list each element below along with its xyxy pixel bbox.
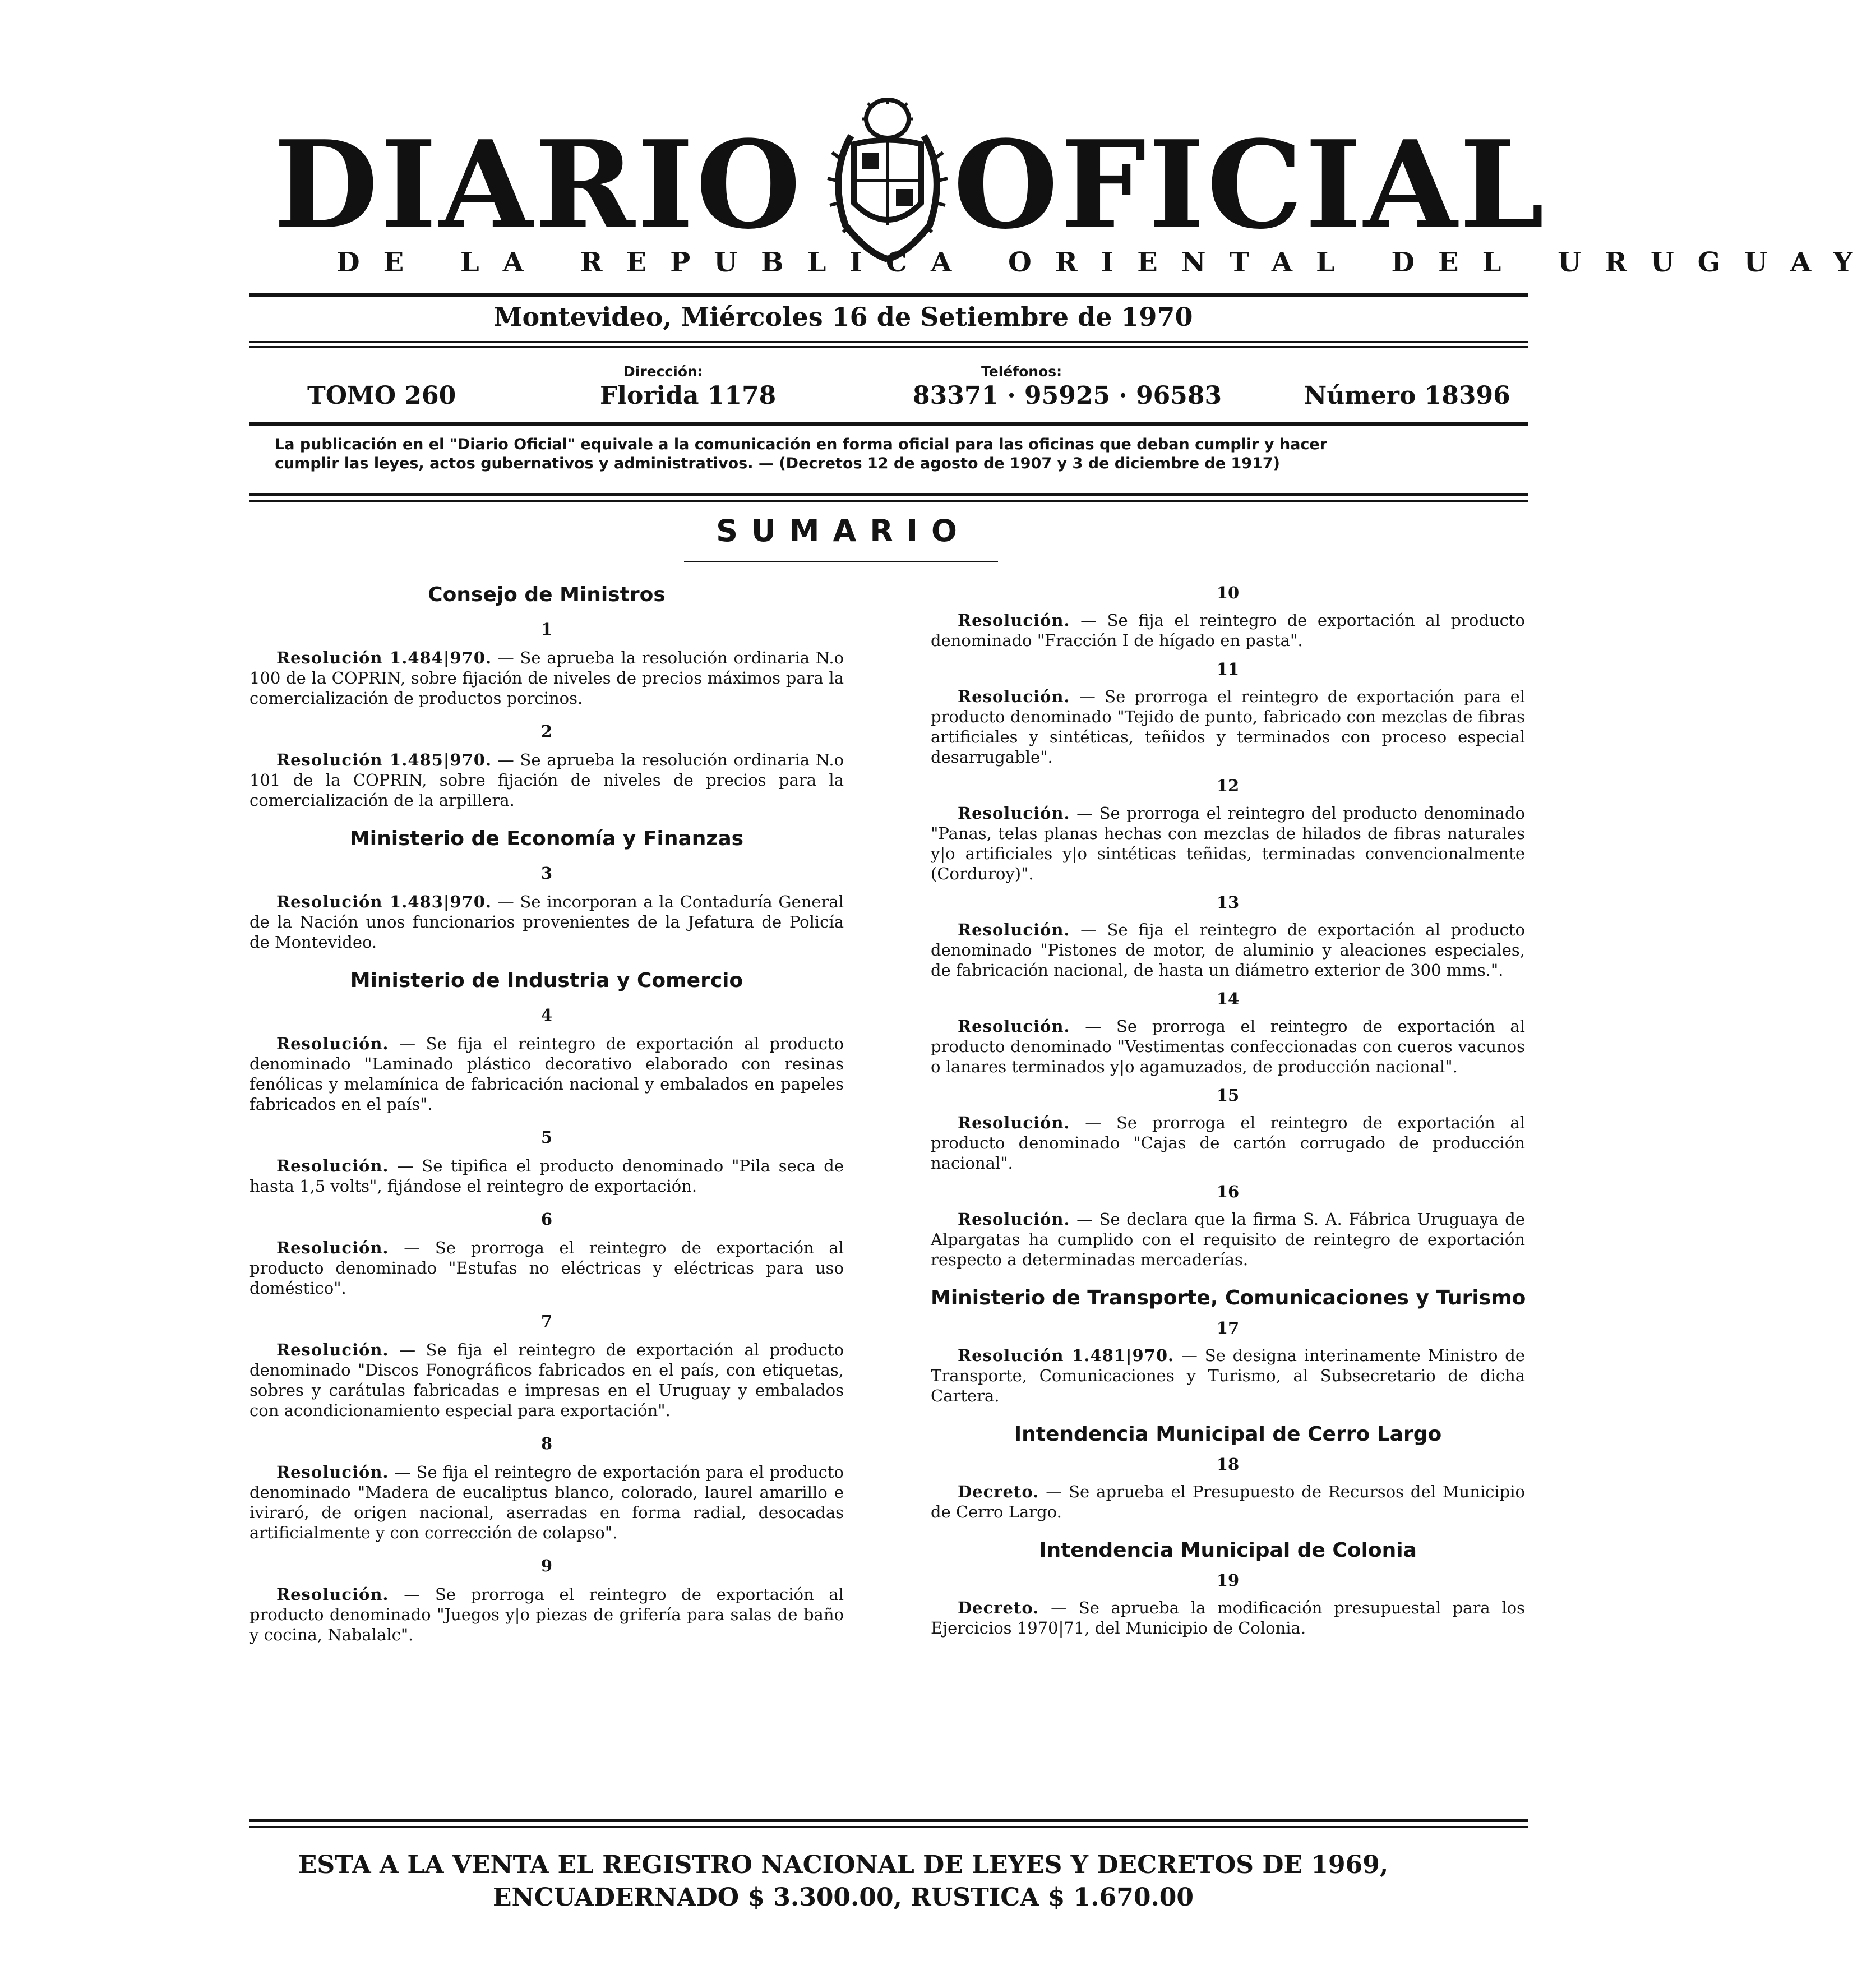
item-number: 9 bbox=[540, 1556, 553, 1575]
section-heading: Consejo de Ministros bbox=[428, 583, 666, 606]
section-heading: Intendencia Municipal de Colonia bbox=[1039, 1539, 1417, 1562]
coat-of-arms-icon bbox=[823, 96, 952, 265]
sumario-entry bbox=[931, 1598, 1525, 1638]
entry-text: — Se aprueba el Presupuesto de Recursos del Municipio de Cerro Largo. bbox=[931, 1482, 1525, 1521]
sumario-entry bbox=[931, 803, 1525, 884]
dateline: Montevideo, Miércoles 16 de Setiembre de 1970 bbox=[493, 302, 1193, 332]
entry-text: — Se tipifica el producto denominado "Pila seca de hasta 1,5 volts", fijándose el reintegro de exportación. bbox=[249, 1156, 844, 1196]
rule-footer-2 bbox=[249, 1826, 1528, 1828]
sumario-entry bbox=[249, 1584, 844, 1645]
sumario-title: SUMARIO bbox=[716, 513, 971, 548]
sumario-left-column bbox=[249, 583, 844, 1645]
sumario-right-column bbox=[931, 583, 1525, 1638]
item-number: 7 bbox=[540, 1312, 553, 1331]
sumario-entry bbox=[931, 920, 1525, 980]
item-number: 17 bbox=[1216, 1318, 1240, 1337]
section-heading: Ministerio de Transporte, Comunicaciones y Turismo bbox=[931, 1286, 1526, 1309]
masthead-subtitle: DE LA REPUBLICA ORIENTAL DEL URUGUAY bbox=[336, 247, 1876, 278]
entry-lead: Decreto. bbox=[958, 1482, 1039, 1501]
numero: Número 18396 bbox=[1304, 381, 1510, 410]
sumario-entry bbox=[931, 1482, 1525, 1522]
entry-text: — Se fija el reintegro de exportación al producto denominado "Pistones de motor, de aluminio y aleaciones especiales, de fabricación nacional, de hasta un diámetro exterior de 300 mms.". bbox=[931, 920, 1525, 980]
entry-lead: Resolución. bbox=[958, 611, 1070, 630]
section-heading: Intendencia Municipal de Cerro Largo bbox=[1014, 1423, 1442, 1446]
sumario-entry bbox=[249, 750, 844, 810]
entry-lead: Resolución. bbox=[276, 1585, 389, 1604]
entry-lead: Resolución 1.485|970. bbox=[276, 750, 492, 769]
telefonos-label: Teléfonos: bbox=[981, 363, 1062, 380]
sumario-entry bbox=[249, 892, 844, 952]
entry-text: — Se aprueba la resolución ordinaria N.o 101 de la COPRIN, sobre fijación de niveles de precios para la comercialización de la arpillera. bbox=[249, 750, 844, 810]
tomo: TOMO 260 bbox=[307, 381, 456, 410]
entry-lead: Resolución. bbox=[958, 804, 1070, 823]
item-number: 10 bbox=[1216, 583, 1240, 602]
sumario-entry bbox=[931, 610, 1525, 651]
entry-lead: Resolución. bbox=[958, 920, 1070, 939]
footer-line-2: ENCUADERNADO $ 3.300.00, RUSTICA $ 1.670.00 bbox=[492, 1883, 1194, 1912]
entry-lead: Resolución. bbox=[276, 1034, 389, 1053]
entry-text: — Se incorporan a la Contaduría General de la Nación unos funcionarios provenientes de la Jefatura de Policía de Montevideo. bbox=[249, 892, 844, 952]
entry-text: — Se fija el reintegro de exportación al producto denominado "Discos Fonográficos fabricados en el país, con etiquetas, sobres y carátulas fabricadas e impresas en el Uruguay y embalados con acondicionamiento especial para exportación". bbox=[249, 1340, 844, 1420]
sumario-entry bbox=[931, 686, 1525, 767]
entry-text: — Se fija el reintegro de exportación para el producto denominado "Madera de eucaliptus blanco, colorado, laurel amarillo e iviraró, de origen nacional, aserradas en forma radial, desocadas artificialmente y con corrección de colapso". bbox=[249, 1463, 844, 1542]
entry-text: — Se prorroga el reintegro de exportación al producto denominado "Juegos y|o piezas de grifería para salas de baño y cocina, Nabalalc". bbox=[249, 1585, 844, 1644]
entry-text: — Se fija el reintegro de exportación al producto denominado "Fracción I de hígado en pasta". bbox=[931, 611, 1525, 650]
entry-text: — Se aprueba la resolución ordinaria N.o 100 de la COPRIN, sobre fijación de niveles de precios máximos para la comercialización de productos porcinos. bbox=[249, 648, 844, 708]
entry-lead: Resolución. bbox=[958, 1210, 1070, 1229]
item-number: 4 bbox=[540, 1005, 553, 1025]
item-number: 8 bbox=[540, 1434, 553, 1453]
rule-below-notice-2 bbox=[249, 500, 1528, 502]
sumario-entry bbox=[931, 1209, 1525, 1270]
entry-lead: Resolución. bbox=[276, 1340, 389, 1359]
entry-text: — Se prorroga el reintegro de exportación al producto denominado "Vestimentas confeccionadas con cueros vacunos o lanares terminados y|o agamuzados, de producción nacional". bbox=[931, 1017, 1525, 1076]
item-number: 15 bbox=[1216, 1086, 1240, 1105]
rule-top bbox=[249, 293, 1528, 297]
entry-text: — Se prorroga el reintegro de exportación al producto denominado "Cajas de cartón corrugado de producción nacional". bbox=[931, 1113, 1525, 1173]
item-number: 18 bbox=[1216, 1455, 1240, 1474]
entry-lead: Resolución 1.481|970. bbox=[958, 1346, 1175, 1365]
entry-lead: Resolución. bbox=[958, 1113, 1070, 1132]
item-number: 16 bbox=[1216, 1182, 1240, 1201]
entry-text: — Se declara que la firma S. A. Fábrica Uruguaya de Alpargatas ha cumplido con el requisito de reintegro de exportación respecto a determinadas mercaderías. bbox=[931, 1210, 1525, 1269]
sumario-entry bbox=[249, 648, 844, 708]
notice-line-2: cumplir las leyes, actos gubernativos y administrativos. — (Decretos 12 de agosto de 1907 y 3 de diciembre de 1917) bbox=[275, 455, 1280, 472]
direccion-value: Florida 1178 bbox=[600, 381, 777, 410]
rule-footer bbox=[249, 1819, 1528, 1822]
rule-below-info bbox=[249, 422, 1528, 426]
rule-below-date bbox=[249, 341, 1528, 343]
section-heading: Ministerio de Economía y Finanzas bbox=[349, 827, 744, 850]
entry-text: — Se aprueba la modificación presupuestal para los Ejercicios 1970|71, del Municipio de Colonia. bbox=[931, 1598, 1525, 1638]
rule-below-date-2 bbox=[249, 346, 1528, 348]
sumario-entry bbox=[931, 1113, 1525, 1173]
entry-lead: Resolución. bbox=[958, 687, 1070, 706]
entry-lead: Resolución 1.484|970. bbox=[276, 648, 492, 667]
rule-below-notice bbox=[249, 493, 1528, 496]
entry-lead: Resolución. bbox=[276, 1238, 389, 1257]
item-number: 13 bbox=[1216, 893, 1240, 912]
masthead-title-right: OFICIAL bbox=[953, 114, 1547, 256]
item-number: 5 bbox=[540, 1128, 553, 1147]
item-number: 2 bbox=[540, 722, 553, 741]
entry-text: — Se designa interinamente Ministro de Transporte, Comunicaciones y Turismo, al Subsecretario de dicha Cartera. bbox=[931, 1346, 1525, 1405]
sumario-entry bbox=[249, 1462, 844, 1543]
item-number: 14 bbox=[1216, 989, 1240, 1008]
entry-lead: Decreto. bbox=[958, 1598, 1039, 1617]
sumario-entry bbox=[249, 1034, 844, 1114]
sumario-entry bbox=[249, 1238, 844, 1298]
item-number: 11 bbox=[1216, 659, 1240, 679]
telefonos-value: 83371 · 95925 · 96583 bbox=[913, 381, 1222, 410]
item-number: 3 bbox=[540, 864, 553, 883]
item-number: 1 bbox=[540, 620, 553, 639]
entry-text: — Se fija el reintegro de exportación al producto denominado "Laminado plástico decorativo elaborado con resinas fenólicas y melamínica de fabricación nacional y embalados en papeles fabricados en el país". bbox=[249, 1034, 844, 1114]
entry-lead: Resolución. bbox=[276, 1156, 389, 1175]
notice-line-1: La publicación en el "Diario Oficial" equivale a la comunicación en forma oficial para las oficinas que deban cumplir y hacer bbox=[275, 436, 1328, 453]
sumario-entry bbox=[931, 1345, 1525, 1406]
entry-lead: Resolución 1.483|970. bbox=[276, 892, 492, 911]
item-number: 19 bbox=[1216, 1571, 1240, 1590]
entry-lead: Resolución. bbox=[276, 1463, 389, 1482]
item-number: 12 bbox=[1216, 776, 1240, 795]
sumario-entry bbox=[931, 1016, 1525, 1077]
sumario-underline bbox=[684, 561, 998, 562]
section-heading: Ministerio de Industria y Comercio bbox=[350, 969, 743, 992]
entry-lead: Resolución. bbox=[958, 1017, 1070, 1036]
entry-text: — Se prorroga el reintegro del producto denominado "Panas, telas planas hechas con mezclas de hilados de fibras naturales y|o artificiales y|o sintéticas teñidas, terminadas convencionalmente (Corduroy)". bbox=[931, 804, 1525, 883]
direccion-label: Dirección: bbox=[623, 363, 703, 380]
sumario-entry bbox=[249, 1340, 844, 1420]
sumario-entry bbox=[249, 1156, 844, 1196]
footer-line-1: ESTA A LA VENTA EL REGISTRO NACIONAL DE LEYES Y DECRETOS DE 1969, bbox=[298, 1851, 1389, 1879]
entry-text: — Se prorroga el reintegro de exportación al producto denominado "Estufas no eléctricas y eléctricas para uso doméstico". bbox=[249, 1238, 844, 1298]
item-number: 6 bbox=[540, 1210, 553, 1229]
entry-text: — Se prorroga el reintegro de exportación para el producto denominado "Tejido de punto, fabricado con mezclas de fibras artificiales y sintéticas, teñidos y terminados con proceso especial desarrugable". bbox=[931, 687, 1525, 767]
masthead-title-left: DIARIO bbox=[274, 114, 803, 256]
